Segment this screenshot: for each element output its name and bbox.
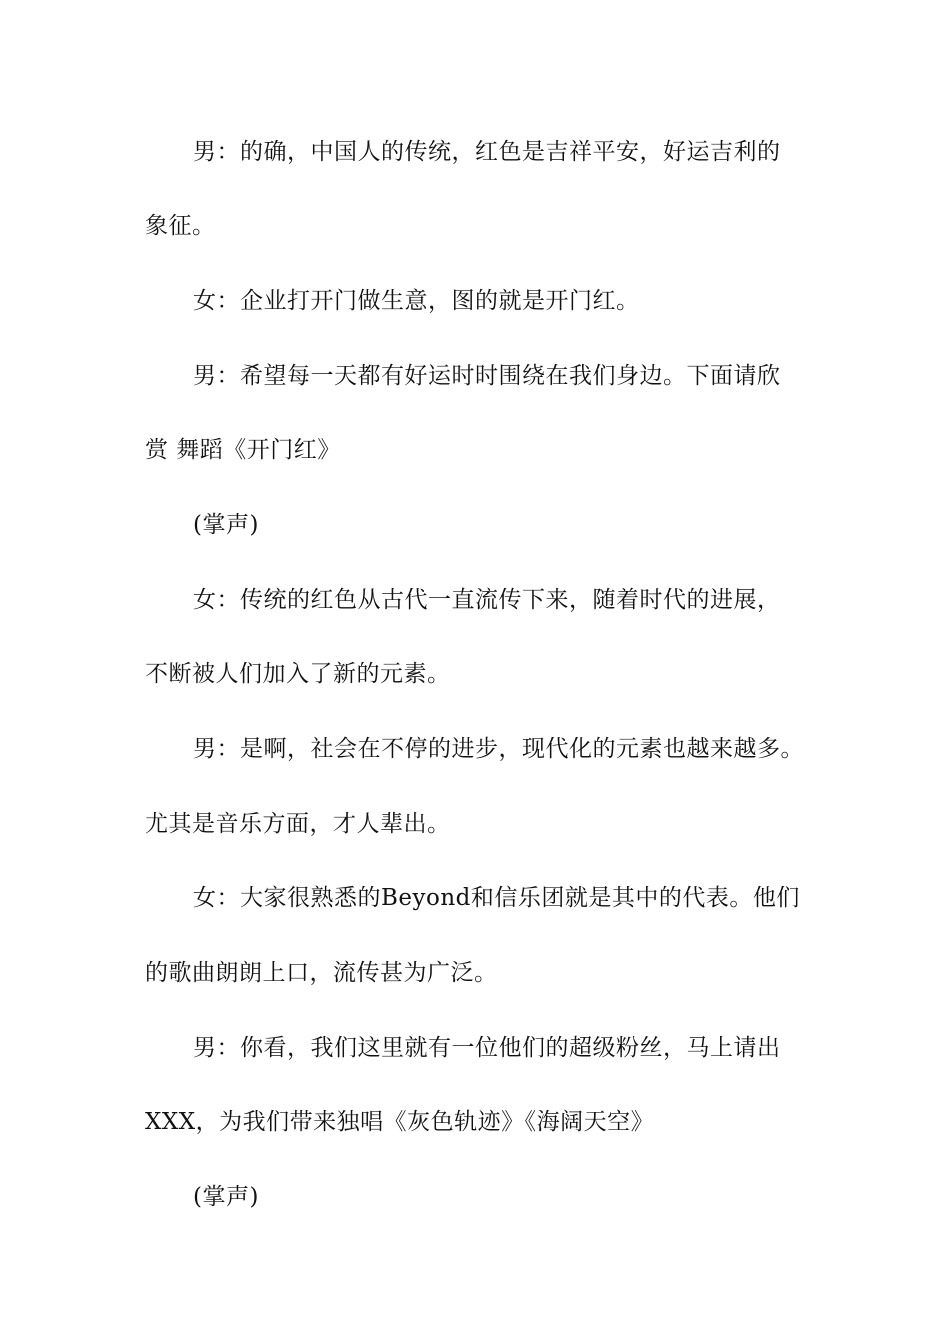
paragraph-line: 女：企业打开门做生意，图的就是开门红。 (193, 288, 640, 314)
paragraph-line: 不断被人们加入了新的元素。 (145, 661, 451, 687)
paragraph-line: 的歌曲朗朗上口，流传甚为广泛。 (145, 960, 498, 986)
stage-direction: (掌声) (193, 512, 259, 538)
paragraph-line: 男：是啊，社会在不停的进步，现代化的元素也越来越多。 (193, 736, 804, 762)
paragraph-line: 象征。 (145, 213, 216, 239)
stage-direction: (掌声) (193, 1184, 259, 1210)
paragraph-line: 赏 舞蹈《开门红》 (145, 437, 341, 463)
paragraph-line: 男：你看，我们这里就有一位他们的超级粉丝，马上请出 (193, 1035, 781, 1061)
paragraph-line: XXX，为我们带来独唱《灰色轨迹》《海阔天空》 (145, 1109, 655, 1135)
paragraph-line: 男：的确，中国人的传统，红色是吉祥平安，好运吉利的 (193, 139, 781, 165)
paragraph-line: 尤其是音乐方面，才人辈出。 (145, 811, 451, 837)
paragraph-line: 女：传统的红色从古代一直流传下来，随着时代的进展， (193, 587, 781, 613)
paragraph-line: 男：希望每一天都有好运时时围绕在我们身边。下面请欣 (193, 363, 781, 389)
paragraph-line: 女：大家很熟悉的Beyond和信乐团就是其中的代表。他们 (193, 885, 800, 911)
